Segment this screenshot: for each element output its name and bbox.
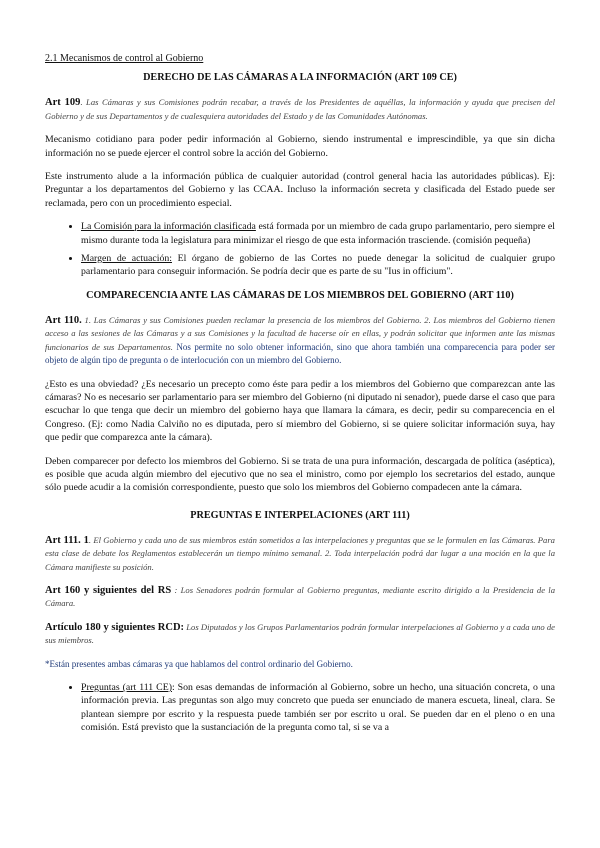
bullet-list-informacion	[45, 220, 555, 279]
bullet-text: está formada por un miembro de cada grupo parlamentario, pero siempre el mismo durante toda la legislatura para minimizar el riesgo de que esta información trasciende. (comisión pequeña)	[81, 221, 555, 246]
paragraph-obviedad: ¿Esto es una obviedad? ¿Es necesario un precepto como éste para pedir a los miembros del Gobierno que comparezcan ante las cámaras? No es necesario ser parlamentario para ser miembro del Gobierno (ni diputado ni senador), puede darse el caso que para escuchar lo que tenga que decir un miembro del gobierno haya que llamara la cámara, es decir, pedir su comparecencia en el Congreso. (Ej: como Nadia Calviño no es diputada, pero sí miembro del Gobierno, si se quiere solicitar información suya, hay que pedir que comparezca ante la cámara).	[45, 378, 555, 444]
art180-text: Los Diputados y los Grupos Parlamentarios podrán formular interpelaciones al Gobierno y a cada uno de sus miembros.	[45, 621, 555, 646]
paragraph-comparecer: Deben comparecer por defecto los miembros del Gobierno. Si se trata de una pura información, descargada de política (aséptica), es posible que acuda algún miembro del ejecutivo que no sea el ministro, como por ejemplo los secretarios del estado, aunque sólo puede acudir a la comisión correspondiente, puesto que solo los miembros del Gobierno compadecen ante la cámara.	[45, 455, 555, 494]
art109-text: . Las Cámaras y sus Comisiones podrán recabar, a través de los Presidentes de aquéllas, la información y ayuda que precisen del Gobierno y de sus Departamentos y de cualesquiera autoridades del Estado y de las Comunidades Autónomas.	[45, 97, 555, 121]
bullet-underlined: La Comisión para la información clasificada	[81, 221, 256, 233]
paragraph-art110	[45, 314, 555, 368]
bullet-list-preguntas	[45, 681, 555, 735]
art160-text: : Los Senadores podrán formular al Gobierno preguntas, mediante escrito dirigido a la Presidencia de la Cámara.	[45, 584, 555, 609]
paragraph-art180	[45, 621, 555, 648]
bullet-text: El órgano de gobierno de las Cortes no puede denegar la solicitud de cualquier grupo parlamentario para conseguir información. Se podría decir que es parte de su "Ius in officium".	[81, 253, 555, 278]
heading-derecho-informacion: DERECHO DE LAS CÁMARAS A LA INFORMACIÓN (ART 109 CE)	[143, 72, 457, 84]
heading-preguntas: PREGUNTAS E INTERPELACIONES (ART 111)	[190, 509, 410, 521]
paragraph-mecanismo: Mecanismo cotidiano para poder pedir información al Gobierno, siendo instrumental e imprescindible, ya que sin dicha información no se puede ejercer el control sobre la acción del Gobierno.	[45, 134, 555, 159]
art160-label: Art 160 y siguientes del RS	[45, 584, 172, 596]
paragraph-art111	[45, 534, 555, 574]
bullet-underlined: Margen de actuación:	[81, 253, 172, 265]
list-item	[81, 220, 555, 247]
art111-text: . El Gobierno y cada uno de sus miembros están sometidos a las interpelaciones y preguntas que se le formulen en las Cámaras. Para esta clase de debate los Reglamentos establecerán un tiempo mínimo semanal. 2. Toda interpelación podrá dar lugar a una moción en la que la Cámara manifieste su posición.	[45, 534, 555, 572]
art110-comment: Nos permite no solo obtener información, sino que ahora también una comparecencia para poder ser objeto de algún tipo de pregunta o de interlocución con un miembro del Gobierno.	[45, 341, 555, 366]
note-camaras: *Están presentes ambas cámaras ya que hablamos del control ordinario del Gobierno.	[45, 658, 353, 669]
paragraph-art109	[45, 96, 555, 123]
bullet-underlined: Preguntas (art 111 CE)	[81, 682, 172, 693]
art110-label: Art 110.	[45, 314, 82, 326]
art111-label: Art 111. 1	[45, 534, 89, 546]
paragraph-instrumento: Este instrumento alude a la información pública de cualquier autoridad (control general hacia las autoridades públicas). Ej: Preguntar a los departamentos del Gobierno y las CCAA. Incluso la información secreta y clasificada del Estado puede ser reclamada, pero con un procedimiento especial.	[45, 171, 555, 209]
list-item	[81, 252, 555, 279]
art110-text: 1. Las Cámaras y sus Comisiones pueden reclamar la presencia de los miembros del Gobierno. 2. Los miembros del Gobierno tienen acceso a las sesiones de las Cámaras y a sus Comisiones y la facultad de hacerse oír en ellas, y podrán solicitar que informen ante las mismas funcionarios de sus Departamentos.	[45, 314, 555, 352]
paragraph-art160	[45, 584, 555, 611]
heading-comparecencia: COMPARECENCIA ANTE LAS CÁMARAS DE LOS MIEMBROS DEL GOBIERNO (ART 110)	[86, 289, 514, 301]
list-item	[81, 681, 555, 735]
art109-label: Art 109	[45, 97, 81, 109]
art180-label: Artículo 180 y siguientes RCD:	[45, 621, 185, 633]
bullet-text: : Son esas demandas de información al Gobierno, sobre un hecho, una situación concreta, o una información previa. Las preguntas son algo muy concreto que pueda ser enunciado de manera escueta, lineal, clara. Se plantean siempre por escrito y la respuesta puede también ser por escrito u oral. Se pueden dar en el pleno o en una comisión. Está previsto que la sustanciación de la pregunta como tal, si se va a	[81, 682, 555, 734]
section-title: 2.1 Mecanismos de control al Gobierno	[45, 53, 204, 64]
